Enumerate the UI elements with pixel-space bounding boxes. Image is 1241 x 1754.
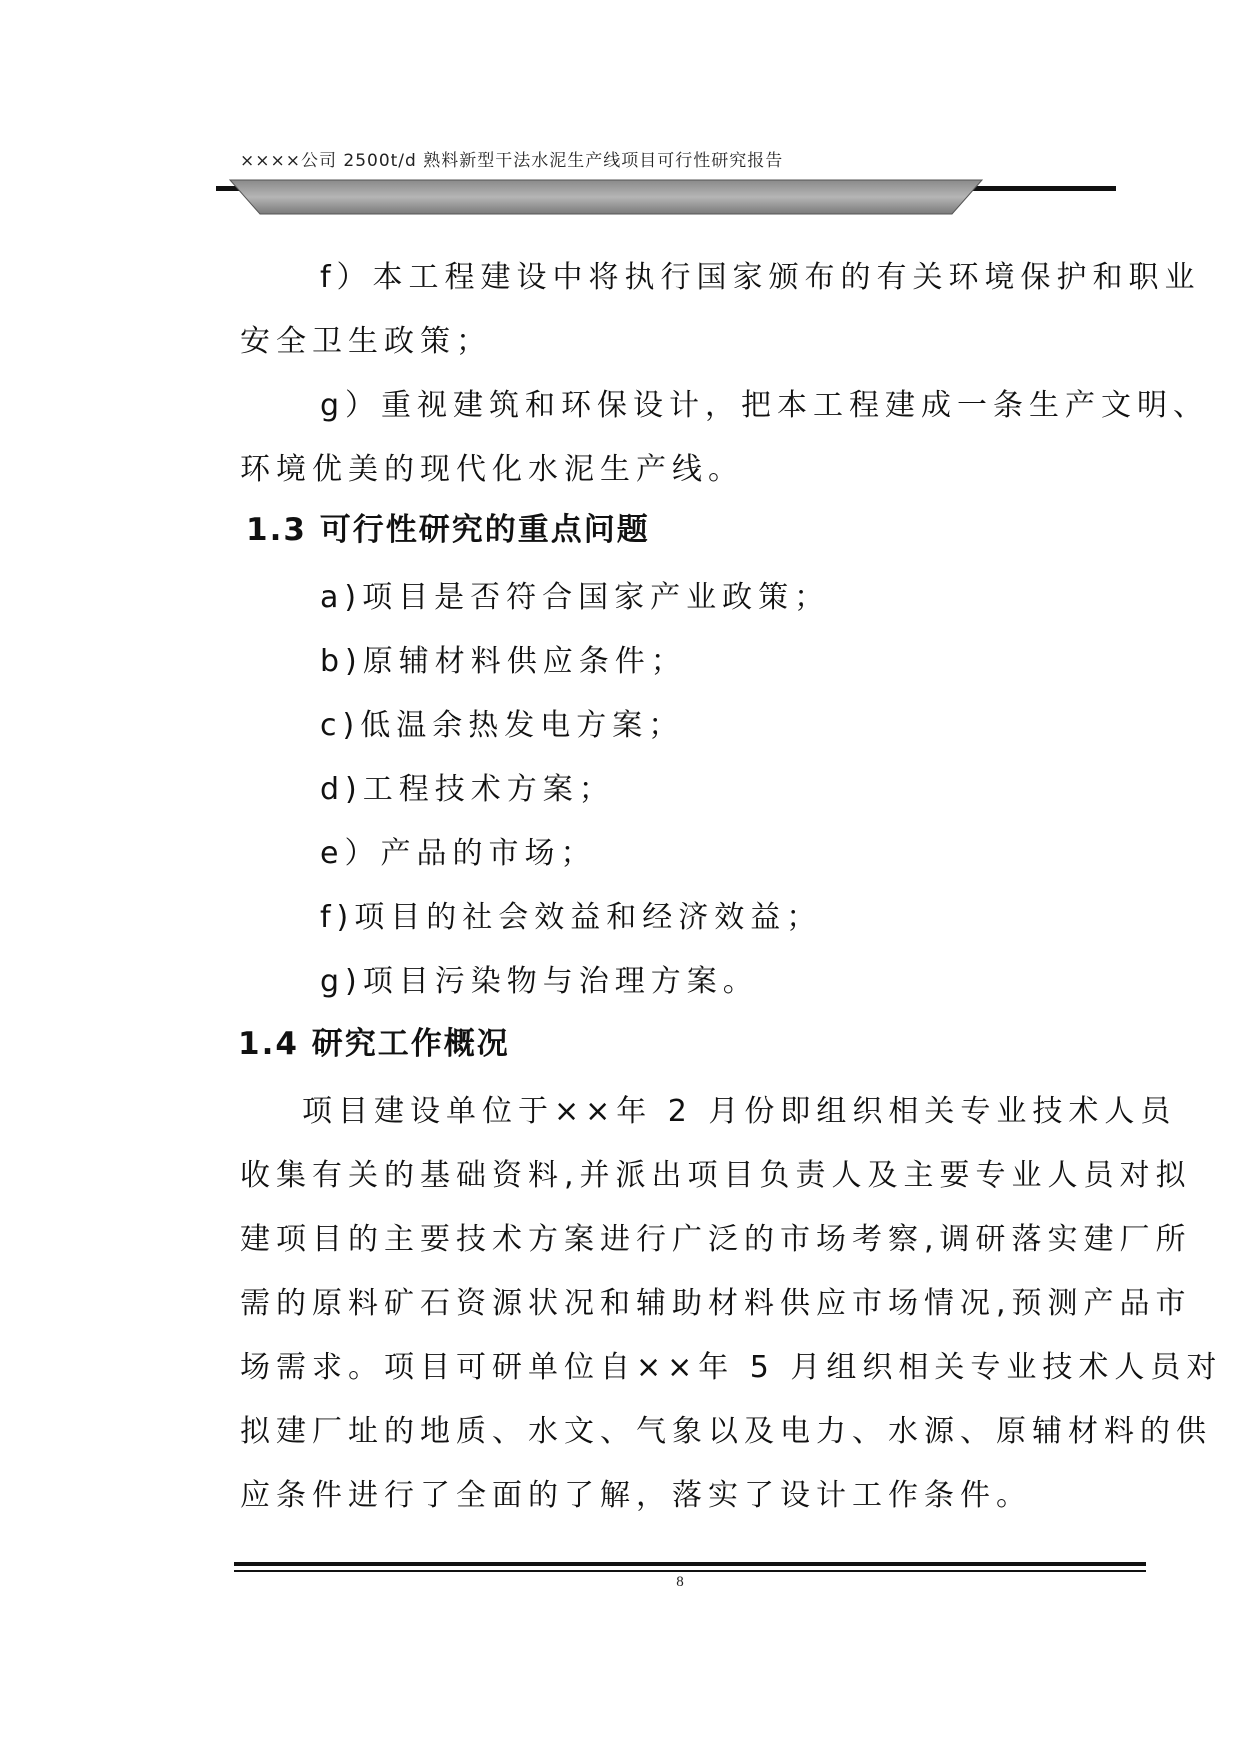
paragraph-line: 场需求。项目可研单位自××年 5 月组织相关专业技术人员对 [240, 1350, 1223, 1385]
paragraph-line: 安全卫生政策； [240, 324, 492, 359]
paragraph-line: 建项目的主要技术方案进行广泛的市场考察,调研落实建厂所 [240, 1222, 1192, 1257]
list-item: e）产品的市场； [320, 836, 597, 871]
list-item: f)项目的社会效益和经济效益； [320, 900, 823, 935]
list-item: c)低温余热发电方案； [320, 708, 685, 743]
footer-rule-thin [234, 1570, 1146, 1572]
list-item: d)工程技术方案； [320, 772, 615, 807]
section-heading-1-3: 1.3 可行性研究的重点问题 [246, 512, 650, 548]
header-decorative-bar [216, 176, 1116, 216]
paragraph-line: 环境优美的现代化水泥生产线。 [240, 452, 744, 487]
paragraph-line: f）本工程建设中将执行国家颁布的有关环境保护和职业 [320, 260, 1201, 295]
page-number: 8 [676, 1574, 684, 1590]
paragraph-line: 拟建厂址的地质、水文、气象以及电力、水源、原辅材料的供 [240, 1414, 1212, 1449]
paragraph-line: 需的原料矿石资源状况和辅助材料供应市场情况,预测产品市 [240, 1286, 1192, 1321]
paragraph-line: 项目建设单位于××年 2 月份即组织相关专业技术人员 [302, 1094, 1177, 1129]
section-heading-1-4: 1.4 研究工作概况 [238, 1026, 510, 1062]
list-item: a)项目是否符合国家产业政策； [320, 580, 831, 615]
paragraph-line: 应条件进行了全面的了解，落实了设计工作条件。 [240, 1478, 1032, 1513]
running-header-title: ××××公司 2500t/d 熟料新型干法水泥生产线项目可行性研究报告 [240, 151, 784, 171]
footer-rule [234, 1562, 1146, 1566]
paragraph-line: 收集有关的基础资料,并派出项目负责人及主要专业人员对拟 [240, 1158, 1192, 1193]
paragraph-line: g）重视建筑和环保设计，把本工程建成一条生产文明、 [320, 388, 1210, 423]
list-item: b)原辅材料供应条件； [320, 644, 687, 679]
list-item: g)项目污染物与治理方案。 [320, 964, 759, 999]
